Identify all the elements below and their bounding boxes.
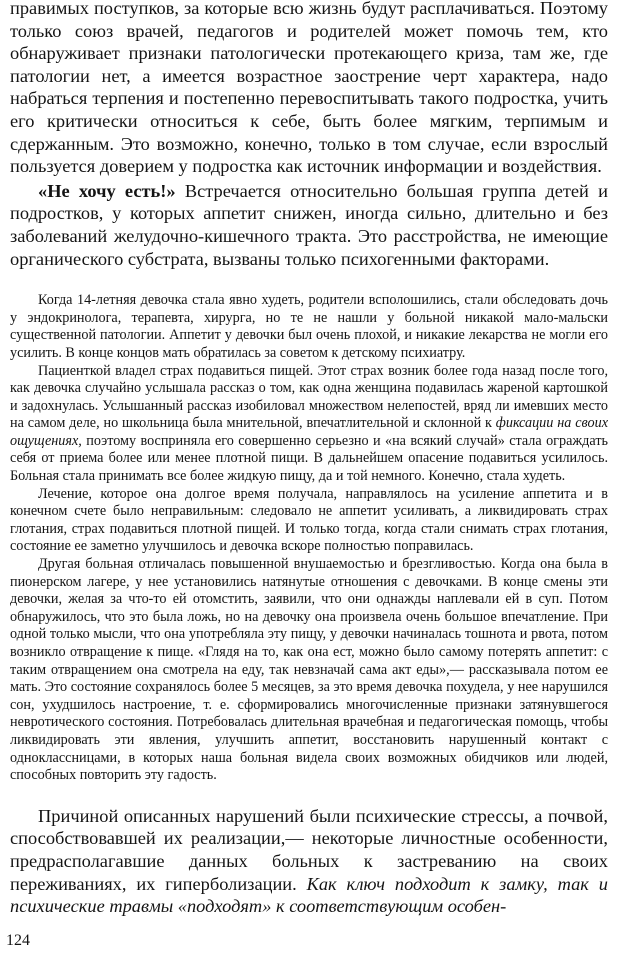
case1-paragraph-3: Лечение, которое она долгое время получала, направлялось на усиление аппетита и в конечном счете было неправильным: следовало не аппетит усиливать, а ликвидировать страх глотания, страх подавиться плотной пищей. И только тогда, когда стали снимать страх глотания, состояние ее заметно улучшилось и девочка вскоре полностью поправилась. xyxy=(10,485,608,555)
section-heading: «Не хочу есть!» xyxy=(38,180,176,201)
case1-p2-end: поэтому восприняла его совершенно серьезно и «на всякий случай» стала ограждать себя от приема более или менее плотной пищи. В дальнейшем опасение подавиться усилилось. Больная стала принимать все более жидкую пищу, да и той немного. Конечно, стала худеть. xyxy=(10,432,608,485)
intro-paragraph: правимых поступков, за которые всю жизнь будут расплачиваться. Поэтому только союз врачей, педагогов и родителей может помочь тем, кто обнаруживает признаки патологически протекающего криза, там же, где патологии нет, а имеется возрастное заострение черт характера, надо набраться терпения и постепенно перевоспитывать такого подростка, учить его критически относиться к себе, быть более мягким, терпимым и сдержанным. Это возможно, конечно, только в том случае, если взрослый пользуется доверием у подростка как источник информации и воздействия. xyxy=(10,0,608,177)
case1-p2-start: Пациенткой владел страх подавиться пищей. Этот страх возник более года назад после того, как девочка случайно услышала рассказ о том, как одна женщина подавилась жареной картошкой и задохнулась. Услышанный рассказ изобиловал множеством нелепостей, вряд ли имевших место на самом деле, но школьница была мнительной, впечатлительной и склонной к xyxy=(10,362,608,432)
page-number: 124 xyxy=(6,932,30,949)
conclusion-text: Причиной описанных нарушений были психические стрессы, а почвой, способствовавшей их реализации,— некоторые личностные особенности, предрасполагавшие данных больных к застреванию на своих переживаниях, их гиперболизации. xyxy=(10,805,608,894)
case1-paragraph-2 xyxy=(10,363,608,486)
section-paragraph xyxy=(10,180,608,270)
case1-paragraph-1: Когда 14-летняя девочка стала явно худеть, родители всполошились, стали обследовать дочь у эндокринолога, терапевта, хирурга, но те не нашли у больной никакой мало-мальски существенной патологии. Аппетит у девочки был очень плохой, и никакие лекарства не могли его усилить. В конце концов мать обратилась за советом к детскому психиатру. xyxy=(10,292,608,361)
conclusion-italic: Как ключ подходит к замку, так и психические травмы «подходят» к соответствующим особен- xyxy=(10,873,608,917)
case1-p2-emphasis: фиксации на своих ощущениях, xyxy=(10,415,608,449)
conclusion-paragraph xyxy=(10,805,608,918)
case2-paragraph: Другая больная отличалась повышенной внушаемостью и брезгливостью. Когда она была в пионерском лагере, у нее установились натянутые отношения с девочками. В конце смены эти девочки, желая за что-то ей отомстить, заявили, что они однажды наплевали ей в суп. Потом обнаружилось, что это была ложь, но на девочку она произвела очень большое впечатление. При одной только мысли, что она употребляла эту пищу, у девочки начиналась тошнота и рвота, потом возникло отвращение к пище. «Глядя на то, как она ест, можно было самому потерять аппетит: с таким отвращением она смотрела на еду, так невзначай сама акт еды»,— рассказывала потом ее мать. Это состояние сохранялось более 5 месяцев, за это время девочка похудела, у нее нарушился сон, ухудшилось настроение, т. е. сформировались многочисленные признаки затянувшегося невротического состояния. Потребовалась длительная врачебная и педагогическая помощь, чтобы ликвидировать эти явления, улучшить аппетит, восстановить нарушенный контакт с одноклассницами, в которых наша больная видела своих возможных обидчиков или людей, способных повторить эту гадость. xyxy=(10,556,608,784)
case-study-block xyxy=(10,292,608,785)
section-text: Встречается относительно большая группа детей и подростков, у которых аппетит снижен, иногда сильно, длительно и без заболеваний желудочно-кишечного тракта. Это расстройства, не имеющие органического субстрата, вызваны только психогенными факторами. xyxy=(10,180,608,269)
